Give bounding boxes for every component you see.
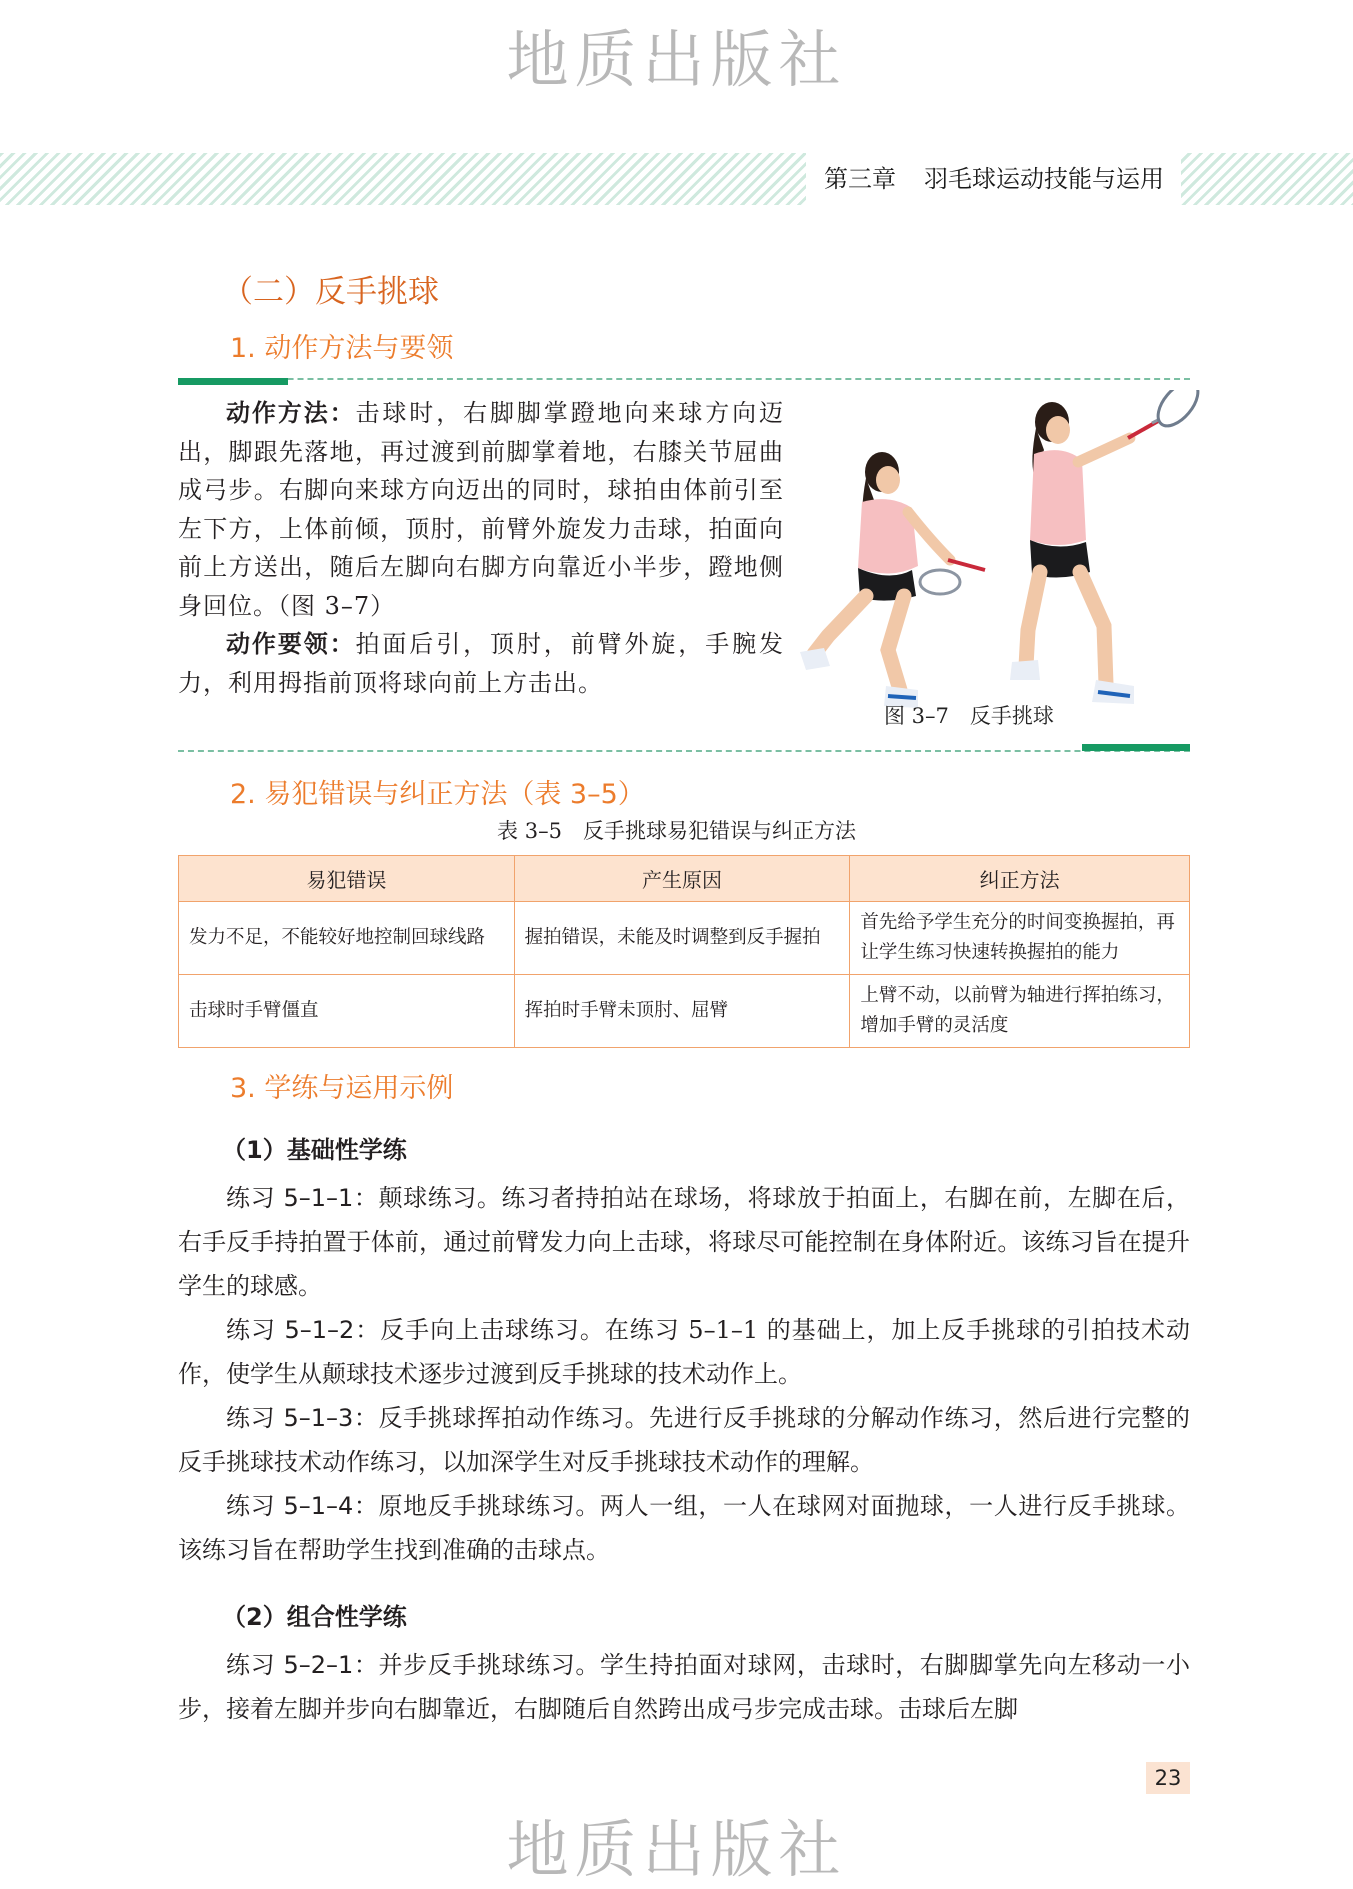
basic-practice-list: [178, 1176, 1190, 1572]
backhand-lift-photo: [800, 390, 1200, 710]
practice-item: [178, 1396, 1190, 1484]
key-paragraph: [178, 625, 784, 702]
combo-practice-list: [178, 1643, 1190, 1731]
subsection-title-2: 2. 易犯错误与纠正方法（表 3–5）: [230, 779, 645, 810]
method-label: 动作方法：: [226, 399, 356, 427]
key-label: 动作要领：: [226, 630, 356, 658]
practice-item-label: 练习 5–1–4：原地反手挑球练习。: [226, 1492, 600, 1520]
publisher-watermark-top: 地质出版社: [506, 23, 847, 96]
player-figure-1: [800, 452, 985, 708]
section-title: （二）反手挑球: [222, 274, 439, 310]
subsection-title-3: 3. 学练与运用示例: [230, 1073, 454, 1104]
divider-top: [178, 378, 1190, 380]
table-cell: 击球时手臂僵直: [179, 975, 515, 1048]
practice-item-text: 在练习 5–1–1 的基础上，加上反手挑球的引拍技术动作，使学生从颠球技术逐步过渡到反手挑球的技术动作上。: [178, 1316, 1190, 1388]
practice-item-text: 两人一组，一人在球网对面抛球，一人进行反手挑球。该练习旨在帮助学生找到准确的击球点。: [178, 1492, 1191, 1564]
practice-item-label: 练习 5–2–1：并步反手挑球练习。: [226, 1651, 600, 1679]
table-header-row: [179, 856, 1190, 902]
table-cell: 发力不足，不能较好地控制回球线路: [179, 902, 515, 975]
method-text-block: [178, 394, 784, 702]
basic-practice-heading: （1）基础性学练: [222, 1136, 407, 1164]
practice-item-label: 练习 5–1–1：颠球练习。: [226, 1184, 502, 1212]
practice-item: [178, 1308, 1190, 1396]
practice-item: [178, 1484, 1190, 1572]
practice-item-text: 学生持拍面对球网，击球时，右脚脚掌先向左移动一小步，接着左脚并步向右脚靠近，右脚随后自然跨出成弓步完成击球。击球后左脚: [178, 1651, 1191, 1723]
combo-practice-heading: （2）组合性学练: [222, 1603, 407, 1631]
table-cell: 握拍错误，未能及时调整到反手握拍: [514, 902, 850, 975]
player-figure-2: [1010, 390, 1200, 704]
table-row: [179, 975, 1190, 1048]
practice-item-label: 练习 5–1–3：反手挑球挥拍动作练习。: [226, 1404, 650, 1432]
practice-item-text: 练习者持拍站在球场，将球放于拍面上，右脚在前，左脚在后，右手反手持拍置于体前，通过前臂发力向上击球，将球尽可能控制在身体附近。该练习旨在提升学生的球感。: [178, 1184, 1191, 1300]
error-correction-table: [178, 855, 1190, 1048]
practice-item-text: 先进行反手挑球的分解动作练习，然后进行完整的反手挑球技术动作练习，以加深学生对反手挑球技术动作的理解。: [178, 1404, 1191, 1476]
table-cell: 挥拍时手臂未顶肘、屈臂: [514, 975, 850, 1048]
table-header-cell: 产生原因: [514, 856, 850, 902]
method-paragraph: [178, 394, 784, 625]
practice-item-label: 练习 5–1–2：反手向上击球练习。: [226, 1316, 605, 1344]
table-caption: 表 3–5 反手挑球易犯错误与纠正方法: [497, 819, 856, 843]
subsection-title-1: 1. 动作方法与要领: [230, 333, 454, 364]
chapter-title: 羽毛球运动技能与运用: [924, 165, 1164, 193]
table-header-cell: 易犯错误: [179, 856, 515, 902]
table-header-cell: 纠正方法: [850, 856, 1190, 902]
accent-bar-top: [178, 378, 288, 385]
table-row: [179, 902, 1190, 975]
table-cell: 上臂不动，以前臂为轴进行挥拍练习，增加手臂的灵活度: [850, 975, 1190, 1048]
practice-item: [178, 1176, 1190, 1308]
figure-caption: 图 3–7 反手挑球: [884, 704, 1054, 728]
page-number: 23: [1146, 1762, 1190, 1794]
key-text: 拍面后引，顶肘，前臂外旋，手腕发力，利用拇指前顶将球向前上方击出。: [178, 630, 784, 697]
chapter-number: 第三章: [824, 165, 896, 193]
practice-item: [178, 1643, 1190, 1731]
method-text: 击球时，右脚脚掌蹬地向来球方向迈出，脚跟先落地，再过渡到前脚掌着地，右膝关节屈曲成弓步。右脚向来球方向迈出的同时，球拍由体前引至左下方，上体前倾，顶肘，前臂外旋发力击球，拍面向前上方送出，随后左脚向右脚方向靠近小半步，蹬地侧身回位。（图 3–7）: [178, 399, 784, 620]
accent-bar-bottom: [1082, 744, 1190, 751]
table-cell: 首先给予学生充分的时间变换握拍，再让学生练习快速转换握拍的能力: [850, 902, 1190, 975]
publisher-watermark-bottom: 地质出版社: [506, 1813, 847, 1886]
chapter-header: [806, 153, 1181, 205]
divider-bottom: [178, 750, 1190, 752]
